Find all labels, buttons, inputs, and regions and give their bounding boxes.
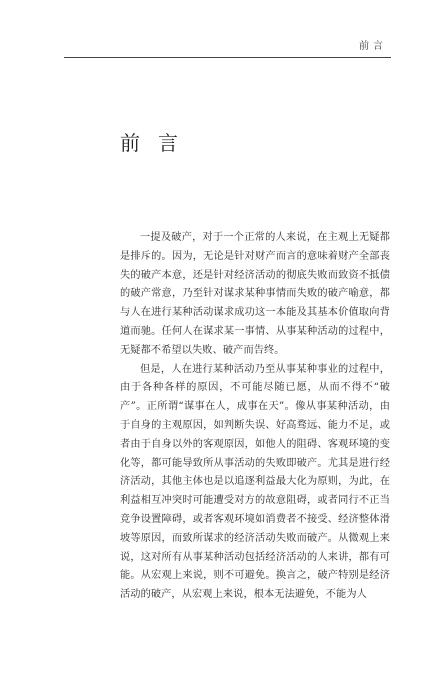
body-text	[120, 229, 390, 605]
paragraph-1: 一提及破产，对于一个正常的人来说，在主观上无疑都是排斥的。因为，无论是针对财产而言的意味着财产全部丧失的破产本意，还是针对经济活动的彻底失败而致资不抵债的破产常意，乃至针对谋求某种事情而失败的破产喻意，都与人在进行某种活动谋求成功这一本能及其基本价值取向背道而驰。任何人在谋求某一事情、从事某种活动的过程中，无疑都不希望以失败、破产而告终。	[120, 232, 390, 356]
running-header: 前言	[359, 41, 387, 52]
chapter-title: 前言	[120, 131, 196, 155]
paragraph-2: 但是，人在进行某种活动乃至从事某种事业的过程中，由于各种各样的原因，不可能尽随已愿，从而不得不“破产”。正所谓“谋事在人，成事在天”。像从事某种活动，由于自身的主观原因，如判断失误、好高骛远、能力不足，或者由于自身以外的客观原因，如他人的阻碍、客观环境的变化等，都可能导致所从事活动的失败即破产。尤其是进行经济活动，其他主体也是以追逐利益最大化为原则，为此，在利益相互冲突时可能遭受对方的故意阻碍，或者同行不正当竞争设置障碍，或者客观环境如消费者不接受、经济整体滑坡等原因，而致所谋求的经济活动失败而破产。从微观上来说，这对所有从事某种活动包括经济活动的人来讲，都有可能。从宏观上来说，则不可避免。换言之，破产特别是经济活动的破产，从宏观上来说，根本无法避免，不能为人	[120, 363, 390, 601]
header-rule	[64, 57, 391, 58]
